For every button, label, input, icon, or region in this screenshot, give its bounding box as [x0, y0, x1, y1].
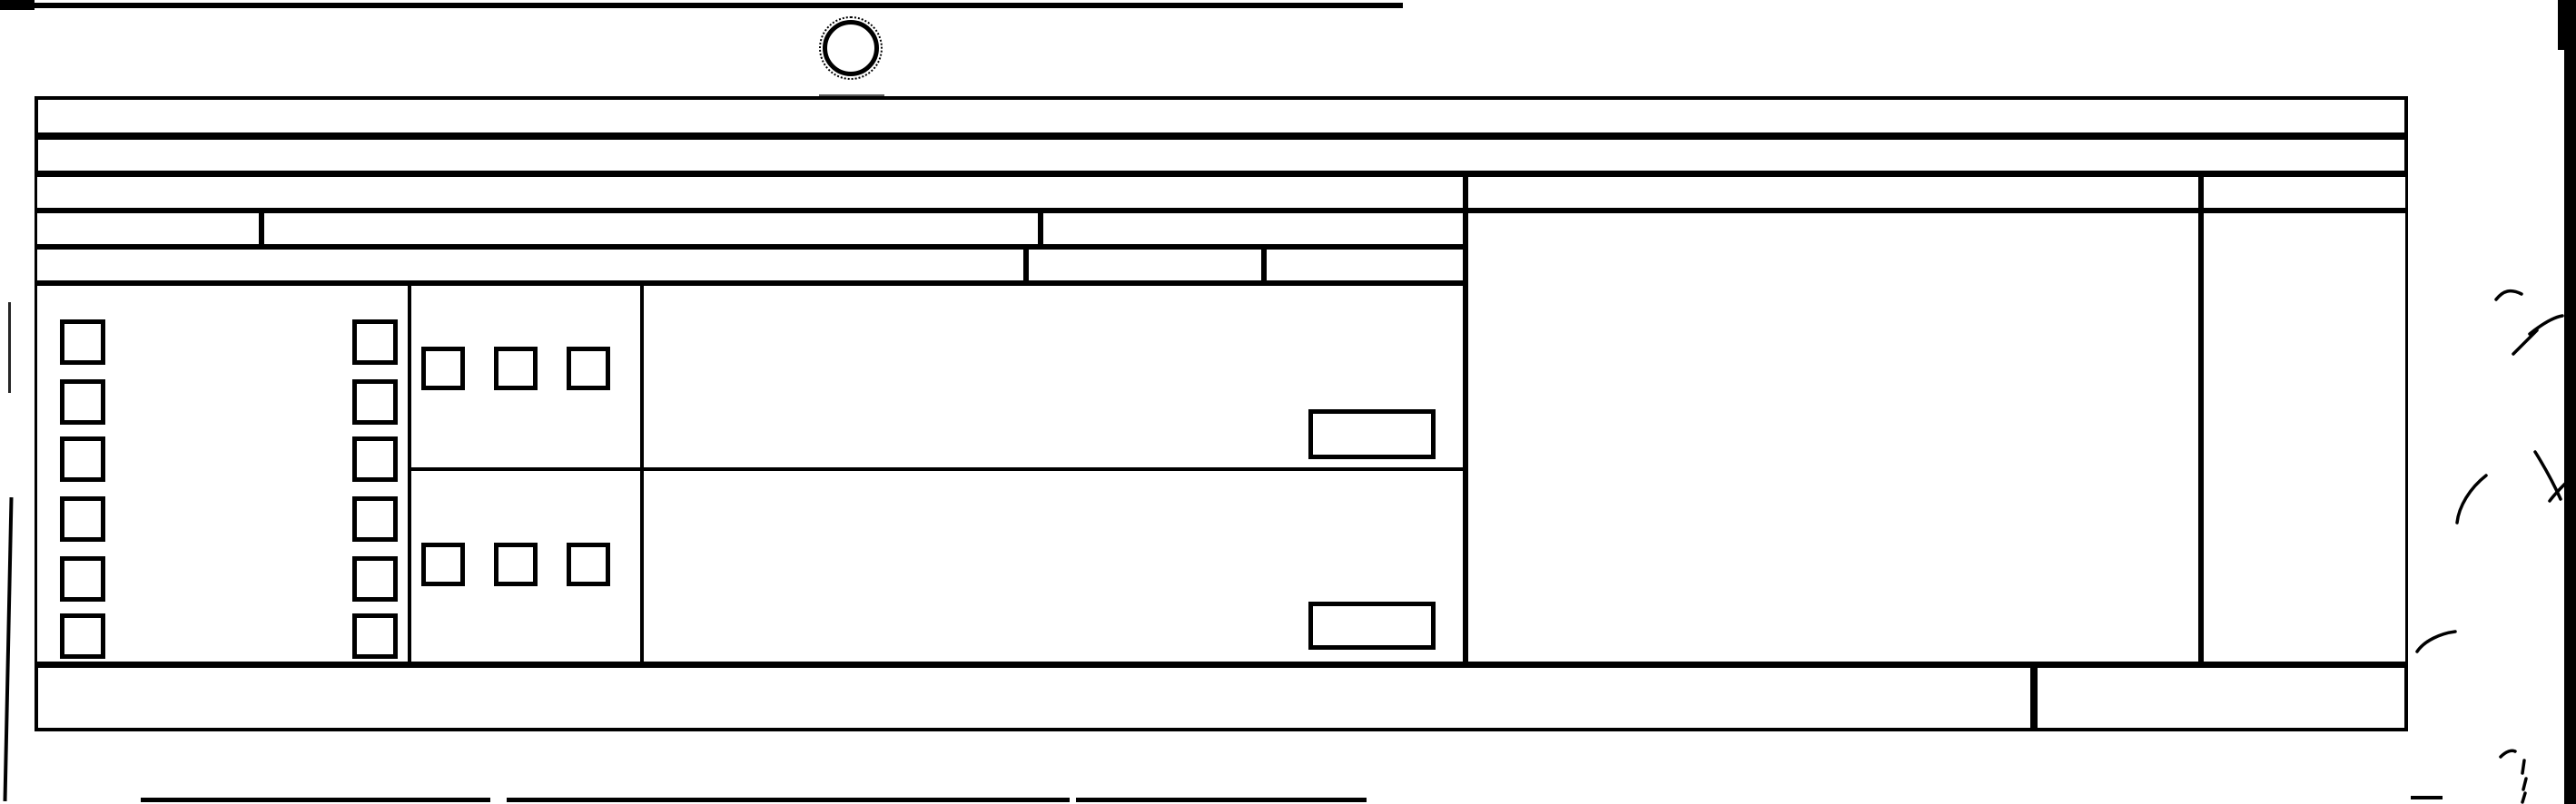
scan-bottom-line-a	[141, 798, 490, 802]
status-row-dir-errada	[35, 436, 410, 482]
side-rotated-text	[2408, 89, 2510, 706]
status-row-no-reside	[35, 496, 410, 542]
content-footer-cell	[35, 664, 2034, 731]
scan-left-streak-a	[8, 302, 11, 393]
observaciones-body-cell	[2201, 211, 2408, 664]
barcode	[1500, 11, 2174, 76]
scan-bottom-line-c	[1076, 798, 1367, 802]
nombre-row	[35, 96, 2408, 136]
certipostal-logo	[823, 20, 879, 76]
ciudad-cell	[35, 247, 1026, 283]
scan-bottom-dash-a	[2411, 796, 2443, 799]
status-row-rehusado	[35, 556, 410, 602]
checkbox-v1-dir-errada	[60, 436, 105, 482]
checkbox-v2-cerrado	[352, 379, 398, 425]
ink-mark	[2546, 479, 2570, 505]
checkbox-v1-no-reside	[60, 496, 105, 542]
scan-right-edge-top	[2558, 0, 2576, 50]
checkbox-visit2-mar	[421, 543, 465, 586]
scan-right-edge	[2564, 0, 2576, 804]
scan-left-streak-b	[3, 497, 13, 801]
placa-cell	[35, 211, 262, 247]
checkbox-visit1-mar	[421, 347, 465, 390]
checkbox-v1-cerrado	[60, 379, 105, 425]
documento-cell	[262, 211, 1041, 247]
direccion-row	[35, 136, 2408, 174]
checkbox-v1-dificil-acceso	[60, 613, 105, 659]
checkbox-visit2-may	[567, 543, 610, 586]
checkbox-visit1-abr	[494, 347, 538, 390]
guia-cell	[2034, 664, 2408, 731]
checkbox-v2-rehusado	[352, 556, 398, 602]
visit1-time-box	[1308, 409, 1436, 459]
admision-cell	[1041, 211, 1466, 247]
checkbox-v2-dir-errada	[352, 436, 398, 482]
visit1-day-grid	[643, 283, 1466, 470]
firma-body-cell	[1466, 211, 2201, 664]
scan-top-line	[27, 3, 1403, 8]
ink-mark	[2452, 472, 2492, 526]
firma-header-cell	[1466, 174, 2201, 211]
visits-panel	[410, 283, 643, 664]
checkbox-v1-entregado	[60, 319, 105, 365]
checkbox-visit1-may	[567, 347, 610, 390]
ink-mark	[2492, 283, 2529, 310]
checkbox-v1-rehusado	[60, 556, 105, 602]
tel-cell	[1264, 247, 1466, 283]
status-row-entregado	[35, 319, 410, 365]
checkbox-v2-entregado	[352, 319, 398, 365]
visit2-day-grid	[643, 470, 1466, 664]
observaciones-header-cell	[2201, 174, 2408, 211]
checkbox-visit2-abr	[494, 543, 538, 586]
id-cell	[1026, 247, 1264, 283]
status-row-cerrado	[35, 379, 410, 425]
scan-bottom-line-b	[507, 798, 1070, 802]
checkbox-v2-no-reside	[352, 496, 398, 542]
scan-top-corner	[0, 0, 35, 10]
visit2-time-box	[1308, 602, 1436, 650]
status-row-dificil-acceso	[35, 613, 410, 659]
tipo-envio-row	[35, 174, 1466, 211]
status-panel	[35, 283, 410, 664]
ink-mark	[2510, 327, 2542, 358]
checkbox-v2-dificil-acceso	[352, 613, 398, 659]
ink-mark	[2515, 759, 2533, 804]
ink-mark	[2413, 626, 2459, 657]
